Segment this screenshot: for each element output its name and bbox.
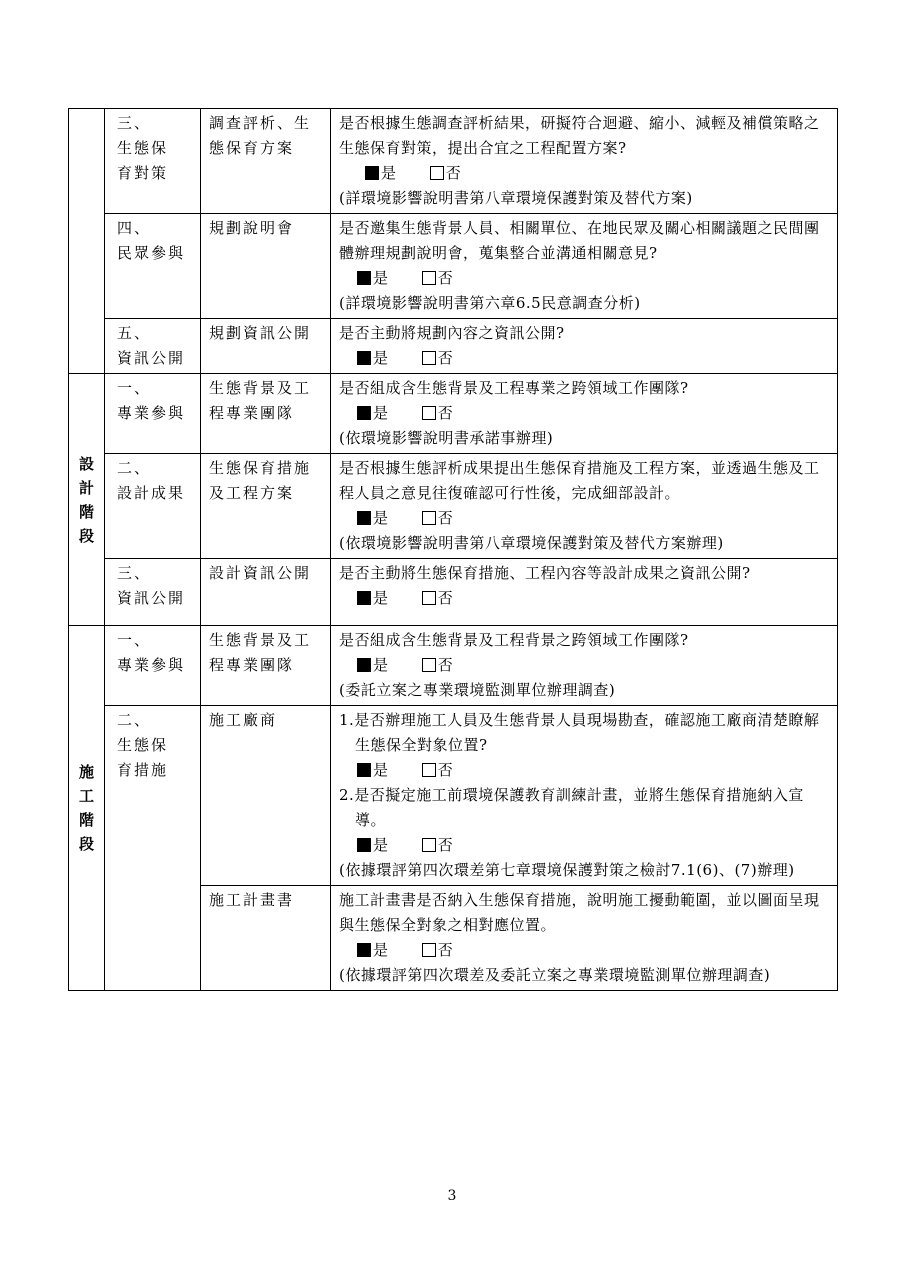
- table-row: [69, 374, 838, 454]
- item-cell: [105, 374, 201, 454]
- phase-label: 施工階段: [79, 763, 95, 853]
- table-row: [69, 109, 838, 214]
- checkbox-yes-label: 是: [373, 349, 389, 367]
- question-text: 2.是否擬定施工前環境保護教育訓練計畫，並將生態保育措施納入宣導。: [339, 786, 804, 829]
- task-cell: [201, 214, 331, 319]
- checkbox-yes-label: 是: [373, 656, 389, 674]
- checkbox-group: [339, 346, 831, 371]
- checkbox-no[interactable]: [422, 838, 436, 852]
- task-text: 生態保育措施及工程方案: [209, 459, 312, 502]
- task-cell: [201, 706, 331, 886]
- item-number: 三、: [117, 564, 152, 582]
- question-text: 是否主動將規劃內容之資訊公開?: [339, 324, 565, 342]
- checkbox-group: [339, 586, 831, 611]
- table-row: [69, 626, 838, 706]
- checkbox-no[interactable]: [422, 658, 436, 672]
- item-name: 設計成果: [117, 484, 186, 502]
- item-cell: [105, 109, 201, 214]
- checkbox-yes-label: 是: [373, 941, 389, 959]
- item-number: 一、: [117, 379, 152, 397]
- checkbox-yes[interactable]: [357, 406, 371, 420]
- checkbox-no-label: 否: [437, 404, 454, 422]
- question-text: 施工計畫書是否納入生態保育措施，說明施工擾動範圍，並以圖面呈現與生態保全對象之相對應位置。: [339, 891, 820, 934]
- phase-cell-construction: [69, 626, 105, 991]
- question-cell: [331, 559, 838, 626]
- item-number: 三、: [117, 114, 152, 132]
- question-text: 是否根據生態評析成果提出生態保育措施及工程方案，並透過生態及工程人員之意見往復確認可行性後，完成細部設計。: [339, 459, 820, 502]
- checkbox-yes[interactable]: [357, 838, 371, 852]
- checkbox-no-label: 否: [437, 761, 454, 779]
- item-cell: [105, 706, 201, 991]
- checkbox-no[interactable]: [422, 511, 436, 525]
- reference-note: (依據環評第四次環差第七章環境保護對策之檢討7.1(6)、(7)辦理): [339, 861, 795, 879]
- checkbox-group: [339, 266, 831, 291]
- item-cell: [105, 559, 201, 626]
- table-row: [69, 319, 838, 374]
- task-text: 生態背景及工程專業團隊: [209, 379, 312, 422]
- checkbox-yes-label: 是: [373, 836, 389, 854]
- phase-cell-design: [69, 374, 105, 626]
- question-cell: [331, 109, 838, 214]
- question-item-2: [339, 783, 831, 858]
- checkbox-yes[interactable]: [357, 271, 371, 285]
- table-row: [69, 559, 838, 626]
- item-number: 二、: [117, 459, 152, 477]
- page-number: 3: [447, 1188, 457, 1204]
- reference-note: (詳環境影響說明書第八章環境保護對策及替代方案): [339, 189, 693, 207]
- checkbox-yes[interactable]: [357, 351, 371, 365]
- item-cell: [105, 454, 201, 559]
- item-cell: [105, 319, 201, 374]
- task-cell: [201, 886, 331, 991]
- question-text: 是否邀集生態背景人員、相關單位、在地民眾及關心相關議題之民間團體辦理規劃說明會，蒐集整合並溝通相關意見?: [339, 219, 820, 262]
- checkbox-no-label: 否: [437, 941, 454, 959]
- checkbox-yes[interactable]: [365, 166, 379, 180]
- checkbox-yes[interactable]: [357, 943, 371, 957]
- item-number: 四、: [117, 219, 152, 237]
- checkbox-group: [339, 938, 831, 963]
- checkbox-no-label: 否: [437, 269, 454, 287]
- question-text: 是否主動將生態保育措施、工程內容等設計成果之資訊公開?: [339, 564, 751, 582]
- item-name: 專業參與: [117, 404, 186, 422]
- checkbox-no-label: 否: [445, 164, 462, 182]
- checkbox-no[interactable]: [422, 271, 436, 285]
- checkbox-no[interactable]: [422, 591, 436, 605]
- checkbox-group: [355, 758, 831, 783]
- checkbox-group: [339, 506, 831, 531]
- checkbox-yes-label: 是: [373, 589, 389, 607]
- task-text: 規劃說明會: [209, 219, 295, 237]
- checkbox-yes-label: 是: [373, 509, 389, 527]
- checkbox-yes[interactable]: [357, 763, 371, 777]
- task-text: 調查評析、生態保育方案: [209, 114, 312, 157]
- checkbox-no-label: 否: [437, 836, 454, 854]
- reference-note: (依環境影響說明書第八章環境保護對策及替代方案辦理): [339, 534, 724, 552]
- item-name: 資訊公開: [117, 349, 186, 367]
- item-number: 一、: [117, 631, 152, 649]
- checkbox-yes-label: 是: [373, 269, 389, 287]
- item-number: 五、: [117, 324, 152, 342]
- checkbox-group: [339, 653, 831, 678]
- item-number: 二、: [117, 711, 152, 729]
- task-text: 施工計畫書: [209, 891, 295, 909]
- question-text: 1.是否辦理施工人員及生態背景人員現場勘查，確認施工廠商清楚瞭解生態保全對象位置?: [339, 711, 820, 754]
- checkbox-no[interactable]: [422, 943, 436, 957]
- item-name: 生態保育對策: [117, 139, 169, 182]
- checklist-table: [68, 108, 838, 991]
- table-row: [69, 454, 838, 559]
- question-cell: [331, 454, 838, 559]
- question-cell: [331, 319, 838, 374]
- item-cell: [105, 214, 201, 319]
- checkbox-no-label: 否: [437, 656, 454, 674]
- task-cell: [201, 454, 331, 559]
- reference-note: (委託立案之專業環境監測單位辦理調查): [339, 681, 616, 699]
- checkbox-yes-label: 是: [373, 761, 389, 779]
- question-cell: [331, 706, 838, 886]
- question-item-1: [339, 708, 831, 783]
- checkbox-no-label: 否: [437, 589, 454, 607]
- checkbox-no-label: 否: [437, 349, 454, 367]
- item-name: 民眾參與: [117, 244, 186, 262]
- checkbox-group: [339, 401, 831, 426]
- task-cell: [201, 374, 331, 454]
- item-name: 專業參與: [117, 656, 186, 674]
- table-row: [69, 214, 838, 319]
- phase-cell-planning: [69, 109, 105, 374]
- checkbox-no[interactable]: [422, 406, 436, 420]
- reference-note: (依據環評第四次環差及委託立案之專業環境監測單位辦理調查): [339, 966, 771, 984]
- checkbox-group: [355, 833, 831, 858]
- question-cell: [331, 886, 838, 991]
- question-text: 是否組成含生態背景及工程專業之跨領域工作團隊?: [339, 379, 689, 397]
- task-cell: [201, 626, 331, 706]
- checkbox-no-label: 否: [437, 509, 454, 527]
- task-cell: [201, 559, 331, 626]
- question-cell: [331, 626, 838, 706]
- checkbox-no[interactable]: [422, 351, 436, 365]
- question-text: 是否根據生態調查評析結果，研擬符合迴避、縮小、減輕及補償策略之生態保育對策，提出合宜之工程配置方案?: [339, 114, 820, 157]
- checkbox-yes-label: 是: [381, 164, 397, 182]
- checkbox-yes-label: 是: [373, 404, 389, 422]
- reference-note: (詳環境影響說明書第六章6.5民意調查分析): [339, 294, 641, 312]
- question-cell: [331, 374, 838, 454]
- item-name: 資訊公開: [117, 589, 186, 607]
- item-cell: [105, 626, 201, 706]
- reference-note: (依環境影響說明書承諾事辦理): [339, 429, 554, 447]
- task-cell: [201, 319, 331, 374]
- question-cell: [331, 214, 838, 319]
- question-text: 是否組成含生態背景及工程背景之跨領域工作團隊?: [339, 631, 689, 649]
- table-row: [69, 706, 838, 886]
- task-text: 規劃資訊公開: [209, 324, 312, 342]
- checkbox-no[interactable]: [422, 763, 436, 777]
- item-name: 生態保育措施: [117, 736, 169, 779]
- checkbox-yes[interactable]: [357, 511, 371, 525]
- phase-label: 設計階段: [79, 454, 95, 545]
- task-text: 施工廠商: [209, 711, 278, 729]
- task-text: 生態背景及工程專業團隊: [209, 631, 312, 674]
- checkbox-yes[interactable]: [357, 658, 371, 672]
- checkbox-no[interactable]: [430, 166, 444, 180]
- task-text: 設計資訊公開: [209, 564, 312, 582]
- task-cell: [201, 109, 331, 214]
- checkbox-yes[interactable]: [357, 591, 371, 605]
- checkbox-group: [339, 161, 831, 186]
